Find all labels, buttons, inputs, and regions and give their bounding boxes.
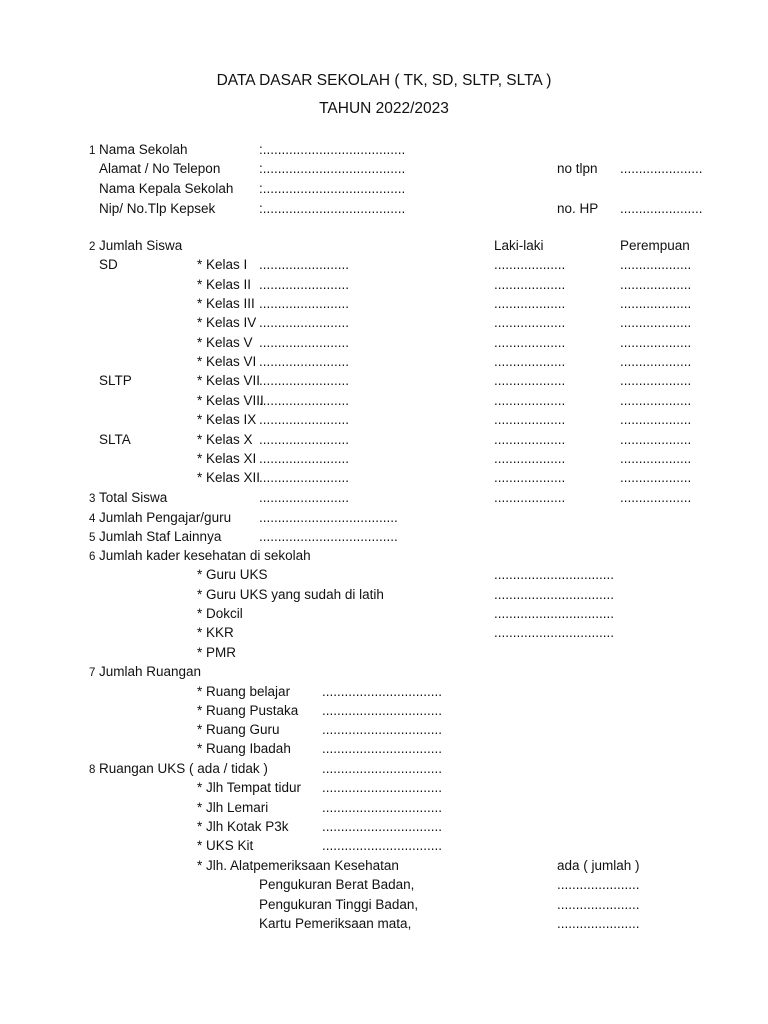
class-label: * Kelas XII — [197, 470, 261, 485]
fill-line: ................................ — [494, 606, 615, 621]
fill-line: ........................ — [259, 257, 350, 272]
fill-line: ................... — [620, 490, 692, 505]
class-label: * Kelas IX — [197, 412, 257, 427]
list-item-label: * Ruang Pustaka — [197, 703, 299, 718]
section-number: 5 — [89, 532, 96, 544]
fill-line: ........................ — [259, 315, 350, 330]
column-header-count: ada ( jumlah ) — [557, 858, 640, 873]
list-item-label: * PMR — [197, 645, 237, 660]
fill-line: ................................ — [322, 761, 443, 776]
female-count-fill: ................... — [620, 277, 692, 292]
fill-line: ........................ — [259, 296, 350, 311]
male-count-fill: ................... — [494, 257, 566, 272]
female-count-fill: ................... — [620, 296, 692, 311]
fill-line: ................................ — [494, 587, 615, 602]
female-count-fill: ................... — [620, 451, 692, 466]
male-count-fill: ................... — [494, 373, 566, 388]
list-item-label: Pengukuran Tinggi Badan, — [259, 897, 419, 912]
fill-line: ................................ — [322, 838, 443, 853]
class-label: * Kelas VI — [197, 354, 257, 369]
class-label: * Kelas VIII — [197, 393, 264, 408]
column-header-female: Perempuan — [620, 238, 690, 253]
male-count-fill: ................... — [494, 412, 566, 427]
class-label: * Kelas X — [197, 432, 253, 447]
section-heading: Ruangan UKS ( ada / tidak ) — [99, 761, 268, 776]
fill-line: ...................... — [557, 916, 640, 931]
fill-line: :...................................... — [259, 181, 406, 196]
female-count-fill: ................... — [620, 257, 692, 272]
list-item-label: * Jlh Kotak P3k — [197, 819, 289, 834]
fill-line: :...................................... — [259, 161, 406, 176]
male-count-fill: ................... — [494, 354, 566, 369]
female-count-fill: ................... — [620, 412, 692, 427]
list-item-label: * Ruang belajar — [197, 684, 291, 699]
fill-line: ................................ — [322, 703, 443, 718]
female-count-fill: ................... — [620, 354, 692, 369]
list-item-label: Kartu Pemeriksaan mata, — [259, 916, 412, 931]
class-label: * Kelas V — [197, 335, 253, 350]
class-label: * Kelas VII — [197, 373, 261, 388]
list-item-label: * Dokcil — [197, 606, 243, 621]
male-count-fill: ................... — [494, 335, 566, 350]
list-item-label: * Jlh. Alatpemeriksaan Kesehatan — [197, 858, 399, 873]
list-item-label: * Ruang Ibadah — [197, 741, 291, 756]
female-count-fill: ................... — [620, 432, 692, 447]
female-count-fill: ................... — [620, 335, 692, 350]
list-item-label: * Guru UKS yang sudah di latih — [197, 587, 384, 602]
male-count-fill: ................... — [494, 393, 566, 408]
fill-line: ................................ — [322, 800, 443, 815]
fill-line: ........................ — [259, 393, 350, 408]
list-item-label: Pengukuran Berat Badan, — [259, 877, 415, 892]
field-label: Jumlah Staf Lainnya — [99, 529, 222, 544]
class-label: * Kelas I — [197, 257, 248, 272]
fill-line: ........................ — [259, 354, 350, 369]
level-label-sd: SD — [99, 257, 118, 272]
class-label: * Kelas IV — [197, 315, 257, 330]
male-count-fill: ................... — [494, 470, 566, 485]
column-header-male: Laki-laki — [494, 238, 544, 253]
fill-line: ................................ — [322, 684, 443, 699]
level-label-sltp: SLTP — [99, 373, 132, 388]
female-count-fill: ................... — [620, 470, 692, 485]
male-count-fill: ................... — [494, 451, 566, 466]
field-label: Total Siswa — [99, 490, 168, 505]
fill-line: ...................... — [620, 201, 703, 216]
section-heading: Jumlah kader kesehatan di sekolah — [99, 548, 311, 563]
field-label: Nama Sekolah — [99, 142, 188, 157]
fill-line: ................... — [494, 490, 566, 505]
hp-label: no. HP — [557, 201, 599, 216]
fill-line: ...................... — [557, 897, 640, 912]
female-count-fill: ................... — [620, 393, 692, 408]
fill-line: ........................ — [259, 373, 350, 388]
fill-line: ................................ — [494, 625, 615, 640]
section-number: 4 — [89, 513, 96, 525]
field-label: Jumlah Pengajar/guru — [99, 510, 232, 525]
fill-line: ........................ — [259, 470, 350, 485]
phone-label: no tlpn — [557, 161, 598, 176]
fill-line: ...................... — [620, 161, 703, 176]
section-number: 6 — [89, 551, 96, 563]
fill-line: ..................................... — [259, 510, 398, 525]
list-item-label: * Guru UKS — [197, 567, 268, 582]
section-number: 3 — [89, 493, 96, 505]
list-item-label: * KKR — [197, 625, 234, 640]
fill-line: ..................................... — [259, 529, 398, 544]
section-number: 8 — [89, 764, 96, 776]
document-title: DATA DASAR SEKOLAH ( TK, SD, SLTP, SLTA ) — [216, 72, 552, 89]
fill-line: ........................ — [259, 432, 350, 447]
fill-line: ........................ — [259, 490, 350, 505]
field-label: Nip/ No.Tlp Kepsek — [99, 201, 216, 216]
male-count-fill: ................... — [494, 277, 566, 292]
female-count-fill: ................... — [620, 373, 692, 388]
fill-line: ................................ — [322, 819, 443, 834]
male-count-fill: ................... — [494, 315, 566, 330]
fill-line: :...................................... — [259, 201, 406, 216]
level-label-slta: SLTA — [99, 432, 131, 447]
fill-line: ........................ — [259, 335, 350, 350]
fill-line: ................................ — [322, 722, 443, 737]
class-label: * Kelas II — [197, 277, 252, 292]
section-number: 7 — [89, 667, 96, 679]
fill-line: ........................ — [259, 451, 350, 466]
fill-line: ................................ — [322, 780, 443, 795]
section-number: 1 — [89, 145, 96, 157]
section-number: 2 — [89, 241, 96, 253]
list-item-label: * UKS Kit — [197, 838, 254, 853]
class-label: * Kelas III — [197, 296, 255, 311]
male-count-fill: ................... — [494, 296, 566, 311]
fill-line: ........................ — [259, 277, 350, 292]
male-count-fill: ................... — [494, 432, 566, 447]
field-label: Nama Kepala Sekolah — [99, 181, 234, 196]
fill-line: :...................................... — [259, 142, 406, 157]
section-heading: Jumlah Siswa — [99, 238, 183, 253]
female-count-fill: ................... — [620, 315, 692, 330]
list-item-label: * Ruang Guru — [197, 722, 280, 737]
list-item-label: * Jlh Lemari — [197, 800, 269, 815]
field-label: Alamat / No Telepon — [99, 161, 221, 176]
section-heading: Jumlah Ruangan — [99, 664, 202, 679]
fill-line: ...................... — [557, 877, 640, 892]
list-item-label: * Jlh Tempat tidur — [197, 780, 302, 795]
fill-line: ........................ — [259, 412, 350, 427]
document-year: TAHUN 2022/2023 — [319, 100, 449, 117]
class-label: * Kelas XI — [197, 451, 257, 466]
fill-line: ................................ — [494, 567, 615, 582]
fill-line: ................................ — [322, 741, 443, 756]
